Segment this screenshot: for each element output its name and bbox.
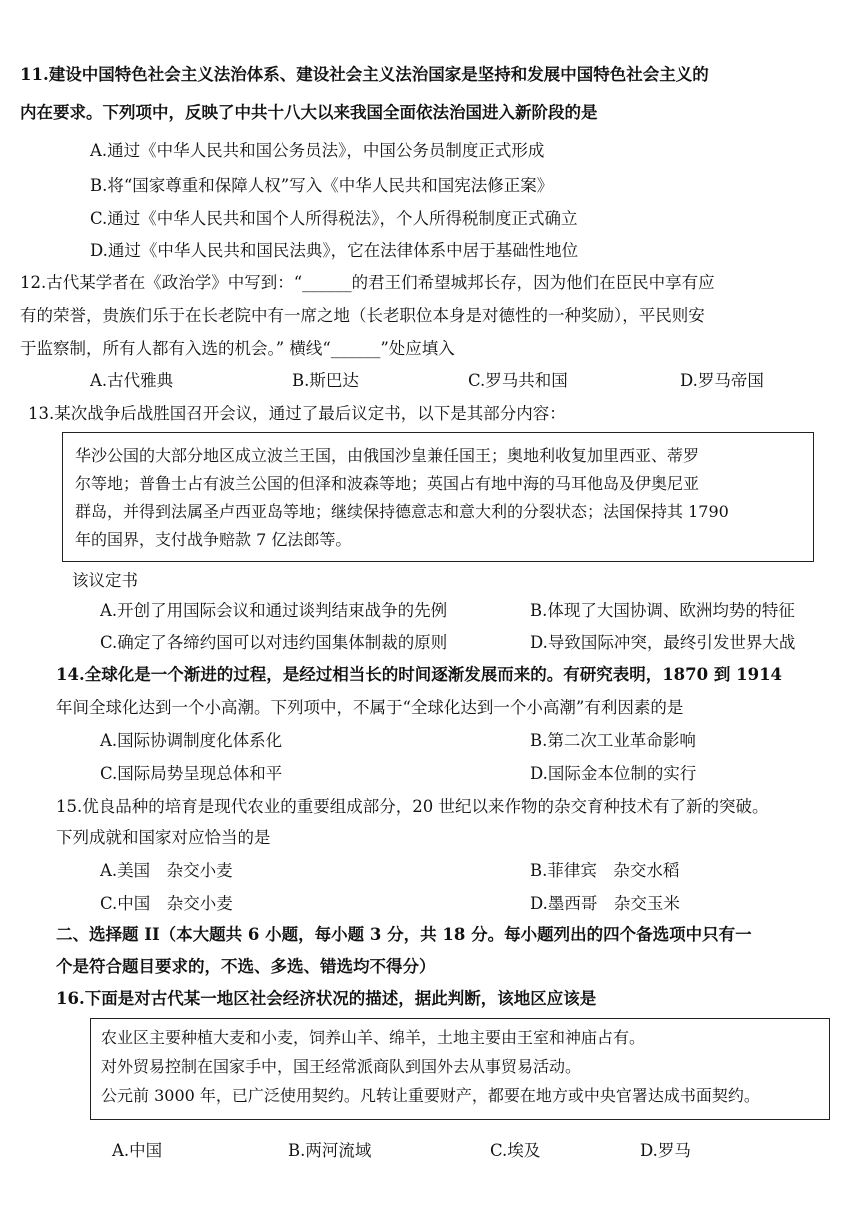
q14-option-d: D.国际金本位制的实行 — [530, 764, 697, 783]
q12-stem-line1: 12.古代某学者在《政治学》中写到：“______的君王们希望城邦长存，因为他们在臣民中享有应 — [20, 273, 715, 292]
q12-stem-line3: 于监察制，所有人都有入选的机会。” 横线“______”处应填入 — [20, 339, 455, 358]
q11-option-a: A.通过《中华人民共和国公务员法》，中国公务员制度正式形成 — [90, 141, 545, 160]
q13-stem2: 该议定书 — [72, 571, 138, 590]
q16-quote-line1: 农业区主要种植大麦和小麦，饲养山羊、绵羊，土地主要由王室和神庙占有。 — [101, 1028, 646, 1047]
q11-stem-line2: 内在要求。下列项中，反映了中共十八大以来我国全面依法治国进入新阶段的是 — [20, 103, 598, 122]
q15-stem-line2: 下列成就和国家对应恰当的是 — [56, 828, 271, 847]
q14-stem-line1: 14.全球化是一个渐进的过程，是经过相当长的时间逐渐发展而来的。有研究表明，1870 到 1914 — [56, 665, 783, 684]
q13-stem: 13.某次战争后战胜国召开会议，通过了最后议定书，以下是其部分内容： — [28, 404, 566, 423]
q14-option-c: C.国际局势呈现总体和平 — [100, 764, 283, 783]
q15-stem-line1: 15.优良品种的培育是现代农业的重要组成部分，20 世纪以来作物的杂交育种技术有了新的突破。 — [56, 797, 769, 816]
q11-option-c: C.通过《中华人民共和国个人所得税法》，个人所得税制度正式确立 — [90, 209, 578, 228]
q14-option-a: A.国际协调制度化体系化 — [100, 731, 283, 750]
q15-option-a: A.美国 杂交小麦 — [100, 861, 233, 880]
q15-option-d: D.墨西哥 杂交玉米 — [530, 894, 680, 913]
q11-stem-line1: 11.建设中国特色社会主义法治体系、建设社会主义法治国家是坚持和发展中国特色社会主义的 — [20, 65, 709, 84]
q16-quote-line2: 对外贸易控制在国家手中，国王经常派商队到国外去从事贸易活动。 — [101, 1057, 582, 1076]
q13-option-a: A.开创了用国际会议和通过谈判结束战争的先例 — [100, 601, 448, 620]
q13-quote-line1: 华沙公国的大部分地区成立波兰王国，由俄国沙皇兼任国王；奥地利收复加里西亚、蒂罗 — [75, 446, 700, 465]
q16-option-b: B.两河流域 — [288, 1141, 372, 1160]
q12-option-b: B.斯巴达 — [292, 371, 359, 390]
q13-quote-line3: 群岛，并得到法属圣卢西亚岛等地；继续保持德意志和意大利的分裂状态；法国保持其 1790 — [75, 502, 729, 521]
q16-stem: 16.下面是对古代某一地区社会经济状况的描述，据此判断，该地区应该是 — [56, 989, 597, 1008]
q12-stem-line2: 有的荣誉，贵族们乐于在长老院中有一席之地（长老职位本身是对德性的一种奖励），平民则安 — [20, 306, 705, 325]
q11-option-b: B.将“国家尊重和保障人权”写入《中华人民共和国宪法修正案》 — [90, 176, 554, 195]
q14-stem-line2: 年间全球化达到一个小高潮。下列项中，不属于“全球化达到一个小高潮”有利因素的是 — [56, 698, 684, 717]
q16-option-a: A.中国 — [112, 1141, 163, 1160]
q13-quote-box — [62, 432, 814, 562]
q13-option-d: D.导致国际冲突，最终引发世界大战 — [530, 633, 796, 652]
q15-option-c: C.中国 杂交小麦 — [100, 894, 233, 913]
q16-option-d: D.罗马 — [640, 1141, 691, 1160]
q12-option-c: C.罗马共和国 — [468, 371, 568, 390]
section2-heading-line2: 个是符合题目要求的，不选、多选、错选均不得分） — [56, 957, 436, 976]
q16-quote-line3: 公元前 3000 年，已广泛使用契约。凡转让重要财产，都要在地方或中央官署达成书面契约。 — [101, 1086, 760, 1105]
q13-option-c: C.确定了各缔约国可以对违约国集体制裁的原则 — [100, 633, 448, 652]
q14-option-b: B.第二次工业革命影响 — [530, 731, 696, 750]
section2-heading-line1: 二、选择题 II（本大题共 6 小题，每小题 3 分，共 18 分。每小题列出的四个备选项中只有一 — [56, 925, 752, 944]
q15-option-b: B.菲律宾 杂交水稻 — [530, 861, 680, 880]
q16-quote-box — [90, 1018, 830, 1120]
q13-option-b: B.体现了大国协调、欧洲均势的特征 — [530, 601, 795, 620]
q13-quote-line2: 尔等地；普鲁士占有波兰公国的但泽和波森等地；英国占有地中海的马耳他岛及伊奥尼亚 — [75, 474, 700, 493]
q13-quote-line4: 年的国界，支付战争赔款 7 亿法郎等。 — [75, 530, 352, 549]
q16-option-c: C.埃及 — [490, 1141, 541, 1160]
q11-option-d: D.通过《中华人民共和国民法典》，它在法律体系中居于基础性地位 — [90, 241, 579, 260]
q12-option-a: A.古代雅典 — [90, 371, 174, 390]
q12-option-d: D.罗马帝国 — [680, 371, 764, 390]
